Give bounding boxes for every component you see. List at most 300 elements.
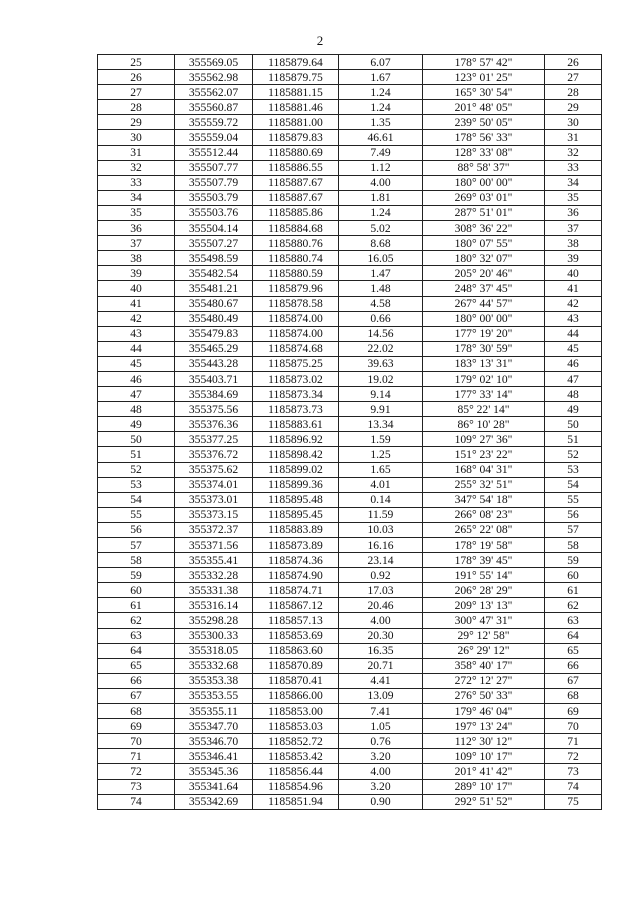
x-coordinate-cell: 355374.01 (175, 477, 253, 492)
direction-angle-cell: 26° 29' 12" (423, 643, 545, 658)
point-number-cell: 72 (98, 764, 175, 779)
point-number-cell: 39 (98, 266, 175, 281)
next-point-number-cell: 73 (545, 764, 602, 779)
table-row (98, 296, 602, 311)
point-number-cell: 58 (98, 553, 175, 568)
direction-angle-cell: 191° 55' 14" (423, 568, 545, 583)
y-coordinate-cell: 1185863.60 (253, 643, 339, 658)
distance-cell: 20.71 (339, 658, 423, 673)
x-coordinate-cell: 355298.28 (175, 613, 253, 628)
y-coordinate-cell: 1185884.68 (253, 221, 339, 236)
distance-cell: 1.81 (339, 190, 423, 205)
distance-cell: 4.41 (339, 673, 423, 688)
y-coordinate-cell: 1185883.89 (253, 522, 339, 537)
point-number-cell: 45 (98, 356, 175, 371)
distance-cell: 1.24 (339, 205, 423, 220)
point-number-cell: 71 (98, 749, 175, 764)
point-number-cell: 44 (98, 341, 175, 356)
y-coordinate-cell: 1185852.72 (253, 734, 339, 749)
x-coordinate-cell: 355559.04 (175, 130, 253, 145)
next-point-number-cell: 30 (545, 115, 602, 130)
table-row (98, 190, 602, 205)
distance-cell: 13.09 (339, 688, 423, 703)
next-point-number-cell: 45 (545, 341, 602, 356)
distance-cell: 1.35 (339, 115, 423, 130)
next-point-number-cell: 59 (545, 553, 602, 568)
x-coordinate-cell: 355403.71 (175, 371, 253, 386)
distance-cell: 11.59 (339, 507, 423, 522)
next-point-number-cell: 72 (545, 749, 602, 764)
y-coordinate-cell: 1185878.58 (253, 296, 339, 311)
distance-cell: 8.68 (339, 236, 423, 251)
x-coordinate-cell: 355384.69 (175, 387, 253, 402)
point-number-cell: 33 (98, 175, 175, 190)
x-coordinate-cell: 355346.70 (175, 734, 253, 749)
y-coordinate-cell: 1185895.45 (253, 507, 339, 522)
table-row (98, 764, 602, 779)
table-row (98, 356, 602, 371)
next-point-number-cell: 69 (545, 704, 602, 719)
distance-cell: 9.91 (339, 402, 423, 417)
distance-cell: 16.35 (339, 643, 423, 658)
table-row (98, 462, 602, 477)
direction-angle-cell: 205° 20' 46" (423, 266, 545, 281)
x-coordinate-cell: 355504.14 (175, 221, 253, 236)
distance-cell: 1.47 (339, 266, 423, 281)
x-coordinate-cell: 355507.77 (175, 160, 253, 175)
distance-cell: 3.20 (339, 779, 423, 794)
distance-cell: 4.01 (339, 477, 423, 492)
table-row (98, 266, 602, 281)
x-coordinate-cell: 355316.14 (175, 598, 253, 613)
x-coordinate-cell: 355481.21 (175, 281, 253, 296)
direction-angle-cell: 180° 07' 55" (423, 236, 545, 251)
direction-angle-cell: 29° 12' 58" (423, 628, 545, 643)
point-number-cell: 60 (98, 583, 175, 598)
direction-angle-cell: 180° 00' 00" (423, 175, 545, 190)
point-number-cell: 69 (98, 719, 175, 734)
next-point-number-cell: 36 (545, 205, 602, 220)
table-row (98, 175, 602, 190)
y-coordinate-cell: 1185881.15 (253, 85, 339, 100)
direction-angle-cell: 265° 22' 08" (423, 522, 545, 537)
point-number-cell: 68 (98, 704, 175, 719)
y-coordinate-cell: 1185879.83 (253, 130, 339, 145)
table-row (98, 115, 602, 130)
distance-cell: 4.00 (339, 175, 423, 190)
table-row (98, 673, 602, 688)
point-number-cell: 29 (98, 115, 175, 130)
table-row (98, 779, 602, 794)
direction-angle-cell: 128° 33' 08" (423, 145, 545, 160)
direction-angle-cell: 112° 30' 12" (423, 734, 545, 749)
x-coordinate-cell: 355300.33 (175, 628, 253, 643)
point-number-cell: 55 (98, 507, 175, 522)
point-number-cell: 74 (98, 794, 175, 809)
x-coordinate-cell: 355372.37 (175, 522, 253, 537)
next-point-number-cell: 33 (545, 160, 602, 175)
point-number-cell: 30 (98, 130, 175, 145)
point-number-cell: 31 (98, 145, 175, 160)
direction-angle-cell: 85° 22' 14" (423, 402, 545, 417)
x-coordinate-cell: 355332.68 (175, 658, 253, 673)
next-point-number-cell: 31 (545, 130, 602, 145)
next-point-number-cell: 55 (545, 492, 602, 507)
table-row (98, 371, 602, 386)
distance-cell: 0.66 (339, 311, 423, 326)
next-point-number-cell: 49 (545, 402, 602, 417)
next-point-number-cell: 34 (545, 175, 602, 190)
x-coordinate-cell: 355377.25 (175, 432, 253, 447)
point-number-cell: 54 (98, 492, 175, 507)
y-coordinate-cell: 1185885.86 (253, 205, 339, 220)
x-coordinate-cell: 355559.72 (175, 115, 253, 130)
point-number-cell: 70 (98, 734, 175, 749)
y-coordinate-cell: 1185874.71 (253, 583, 339, 598)
y-coordinate-cell: 1185870.89 (253, 658, 339, 673)
direction-angle-cell: 178° 19' 58" (423, 538, 545, 553)
distance-cell: 7.49 (339, 145, 423, 160)
table-row (98, 221, 602, 236)
x-coordinate-cell: 355443.28 (175, 356, 253, 371)
y-coordinate-cell: 1185887.67 (253, 190, 339, 205)
distance-cell: 16.16 (339, 538, 423, 553)
x-coordinate-cell: 355345.36 (175, 764, 253, 779)
table-row (98, 598, 602, 613)
distance-cell: 19.02 (339, 371, 423, 386)
point-number-cell: 41 (98, 296, 175, 311)
y-coordinate-cell: 1185873.02 (253, 371, 339, 386)
point-number-cell: 36 (98, 221, 175, 236)
next-point-number-cell: 74 (545, 779, 602, 794)
table-row (98, 341, 602, 356)
table-row (98, 251, 602, 266)
next-point-number-cell: 71 (545, 734, 602, 749)
x-coordinate-cell: 355569.05 (175, 55, 253, 70)
direction-angle-cell: 179° 46' 04" (423, 704, 545, 719)
y-coordinate-cell: 1185881.00 (253, 115, 339, 130)
coordinates-table-body (98, 55, 602, 810)
x-coordinate-cell: 355560.87 (175, 100, 253, 115)
y-coordinate-cell: 1185854.96 (253, 779, 339, 794)
table-row (98, 628, 602, 643)
direction-angle-cell: 178° 39' 45" (423, 553, 545, 568)
next-point-number-cell: 51 (545, 432, 602, 447)
table-row (98, 719, 602, 734)
y-coordinate-cell: 1185857.13 (253, 613, 339, 628)
direction-angle-cell: 151° 23' 22" (423, 447, 545, 462)
x-coordinate-cell: 355331.38 (175, 583, 253, 598)
distance-cell: 1.24 (339, 85, 423, 100)
table-row (98, 704, 602, 719)
distance-cell: 23.14 (339, 553, 423, 568)
table-row (98, 402, 602, 417)
y-coordinate-cell: 1185874.68 (253, 341, 339, 356)
distance-cell: 1.05 (339, 719, 423, 734)
direction-angle-cell: 267° 44' 57" (423, 296, 545, 311)
x-coordinate-cell: 355498.59 (175, 251, 253, 266)
y-coordinate-cell: 1185867.12 (253, 598, 339, 613)
direction-angle-cell: 255° 32' 51" (423, 477, 545, 492)
y-coordinate-cell: 1185873.89 (253, 538, 339, 553)
table-row (98, 70, 602, 85)
next-point-number-cell: 64 (545, 628, 602, 643)
table-row (98, 205, 602, 220)
distance-cell: 1.48 (339, 281, 423, 296)
x-coordinate-cell: 355562.07 (175, 85, 253, 100)
y-coordinate-cell: 1185880.74 (253, 251, 339, 266)
point-number-cell: 42 (98, 311, 175, 326)
x-coordinate-cell: 355373.01 (175, 492, 253, 507)
x-coordinate-cell: 355341.64 (175, 779, 253, 794)
x-coordinate-cell: 355482.54 (175, 266, 253, 281)
next-point-number-cell: 67 (545, 673, 602, 688)
next-point-number-cell: 46 (545, 356, 602, 371)
table-row (98, 236, 602, 251)
point-number-cell: 52 (98, 462, 175, 477)
distance-cell: 16.05 (339, 251, 423, 266)
next-point-number-cell: 27 (545, 70, 602, 85)
direction-angle-cell: 201° 48' 05" (423, 100, 545, 115)
distance-cell: 39.63 (339, 356, 423, 371)
point-number-cell: 73 (98, 779, 175, 794)
direction-angle-cell: 206° 28' 29" (423, 583, 545, 598)
next-point-number-cell: 62 (545, 598, 602, 613)
table-row (98, 477, 602, 492)
next-point-number-cell: 60 (545, 568, 602, 583)
distance-cell: 4.00 (339, 613, 423, 628)
distance-cell: 0.90 (339, 794, 423, 809)
distance-cell: 0.14 (339, 492, 423, 507)
direction-angle-cell: 178° 57' 42" (423, 55, 545, 70)
table-row (98, 387, 602, 402)
y-coordinate-cell: 1185853.03 (253, 719, 339, 734)
table-row (98, 417, 602, 432)
table-row (98, 160, 602, 175)
table-row (98, 734, 602, 749)
y-coordinate-cell: 1185879.96 (253, 281, 339, 296)
x-coordinate-cell: 355353.38 (175, 673, 253, 688)
table-row (98, 130, 602, 145)
x-coordinate-cell: 355465.29 (175, 341, 253, 356)
point-number-cell: 51 (98, 447, 175, 462)
table-row (98, 522, 602, 537)
next-point-number-cell: 32 (545, 145, 602, 160)
y-coordinate-cell: 1185886.55 (253, 160, 339, 175)
point-number-cell: 62 (98, 613, 175, 628)
table-row (98, 326, 602, 341)
y-coordinate-cell: 1185899.36 (253, 477, 339, 492)
point-number-cell: 57 (98, 538, 175, 553)
x-coordinate-cell: 355355.11 (175, 704, 253, 719)
direction-angle-cell: 180° 32' 07" (423, 251, 545, 266)
page-number: 2 (316, 33, 324, 48)
distance-cell: 0.92 (339, 568, 423, 583)
distance-cell: 3.20 (339, 749, 423, 764)
distance-cell: 5.02 (339, 221, 423, 236)
point-number-cell: 67 (98, 688, 175, 703)
next-point-number-cell: 58 (545, 538, 602, 553)
table-row (98, 100, 602, 115)
y-coordinate-cell: 1185879.64 (253, 55, 339, 70)
next-point-number-cell: 56 (545, 507, 602, 522)
next-point-number-cell: 52 (545, 447, 602, 462)
distance-cell: 4.58 (339, 296, 423, 311)
x-coordinate-cell: 355376.36 (175, 417, 253, 432)
next-point-number-cell: 43 (545, 311, 602, 326)
x-coordinate-cell: 355376.72 (175, 447, 253, 462)
next-point-number-cell: 26 (545, 55, 602, 70)
direction-angle-cell: 109° 10' 17" (423, 749, 545, 764)
x-coordinate-cell: 355512.44 (175, 145, 253, 160)
y-coordinate-cell: 1185870.41 (253, 673, 339, 688)
direction-angle-cell: 272° 12' 27" (423, 673, 545, 688)
table-row (98, 447, 602, 462)
point-number-cell: 25 (98, 55, 175, 70)
point-number-cell: 53 (98, 477, 175, 492)
y-coordinate-cell: 1185896.92 (253, 432, 339, 447)
distance-cell: 22.02 (339, 341, 423, 356)
next-point-number-cell: 47 (545, 371, 602, 386)
x-coordinate-cell: 355480.49 (175, 311, 253, 326)
next-point-number-cell: 70 (545, 719, 602, 734)
direction-angle-cell: 88° 58' 37" (423, 160, 545, 175)
x-coordinate-cell: 355373.15 (175, 507, 253, 522)
direction-angle-cell: 197° 13' 24" (423, 719, 545, 734)
distance-cell: 20.30 (339, 628, 423, 643)
y-coordinate-cell: 1185898.42 (253, 447, 339, 462)
y-coordinate-cell: 1185880.76 (253, 236, 339, 251)
y-coordinate-cell: 1185853.42 (253, 749, 339, 764)
distance-cell: 20.46 (339, 598, 423, 613)
point-number-cell: 26 (98, 70, 175, 85)
y-coordinate-cell: 1185880.69 (253, 145, 339, 160)
point-number-cell: 48 (98, 402, 175, 417)
x-coordinate-cell: 355371.56 (175, 538, 253, 553)
next-point-number-cell: 42 (545, 296, 602, 311)
next-point-number-cell: 65 (545, 643, 602, 658)
distance-cell: 17.03 (339, 583, 423, 598)
next-point-number-cell: 35 (545, 190, 602, 205)
next-point-number-cell: 53 (545, 462, 602, 477)
next-point-number-cell: 39 (545, 251, 602, 266)
x-coordinate-cell: 355503.79 (175, 190, 253, 205)
x-coordinate-cell: 355562.98 (175, 70, 253, 85)
next-point-number-cell: 44 (545, 326, 602, 341)
point-number-cell: 49 (98, 417, 175, 432)
next-point-number-cell: 38 (545, 236, 602, 251)
x-coordinate-cell: 355375.62 (175, 462, 253, 477)
direction-angle-cell: 165° 30' 54" (423, 85, 545, 100)
direction-angle-cell: 292° 51' 52" (423, 794, 545, 809)
point-number-cell: 37 (98, 236, 175, 251)
next-point-number-cell: 28 (545, 85, 602, 100)
table-row (98, 145, 602, 160)
next-point-number-cell: 68 (545, 688, 602, 703)
table-row (98, 643, 602, 658)
table-row (98, 749, 602, 764)
next-point-number-cell: 61 (545, 583, 602, 598)
next-point-number-cell: 41 (545, 281, 602, 296)
y-coordinate-cell: 1185856.44 (253, 764, 339, 779)
direction-angle-cell: 180° 00' 00" (423, 311, 545, 326)
distance-cell: 1.65 (339, 462, 423, 477)
y-coordinate-cell: 1185879.75 (253, 70, 339, 85)
x-coordinate-cell: 355507.27 (175, 236, 253, 251)
point-number-cell: 63 (98, 628, 175, 643)
y-coordinate-cell: 1185881.46 (253, 100, 339, 115)
distance-cell: 14.56 (339, 326, 423, 341)
next-point-number-cell: 75 (545, 794, 602, 809)
point-number-cell: 65 (98, 658, 175, 673)
distance-cell: 13.34 (339, 417, 423, 432)
x-coordinate-cell: 355347.70 (175, 719, 253, 734)
table-row (98, 85, 602, 100)
next-point-number-cell: 57 (545, 522, 602, 537)
x-coordinate-cell: 355503.76 (175, 205, 253, 220)
next-point-number-cell: 66 (545, 658, 602, 673)
direction-angle-cell: 287° 51' 01" (423, 205, 545, 220)
direction-angle-cell: 86° 10' 28" (423, 417, 545, 432)
point-number-cell: 56 (98, 522, 175, 537)
direction-angle-cell: 178° 30' 59" (423, 341, 545, 356)
direction-angle-cell: 266° 08' 23" (423, 507, 545, 522)
table-row (98, 568, 602, 583)
y-coordinate-cell: 1185880.59 (253, 266, 339, 281)
x-coordinate-cell: 355355.41 (175, 553, 253, 568)
y-coordinate-cell: 1185887.67 (253, 175, 339, 190)
y-coordinate-cell: 1185853.69 (253, 628, 339, 643)
direction-angle-cell: 177° 33' 14" (423, 387, 545, 402)
direction-angle-cell: 109° 27' 36" (423, 432, 545, 447)
distance-cell: 1.59 (339, 432, 423, 447)
y-coordinate-cell: 1185851.94 (253, 794, 339, 809)
table-row (98, 688, 602, 703)
table-row (98, 281, 602, 296)
table-row (98, 553, 602, 568)
x-coordinate-cell: 355507.79 (175, 175, 253, 190)
next-point-number-cell: 63 (545, 613, 602, 628)
x-coordinate-cell: 355353.55 (175, 688, 253, 703)
x-coordinate-cell: 355375.56 (175, 402, 253, 417)
direction-angle-cell: 300° 47' 31" (423, 613, 545, 628)
direction-angle-cell: 276° 50' 33" (423, 688, 545, 703)
table-row (98, 55, 602, 70)
table-row (98, 794, 602, 809)
y-coordinate-cell: 1185883.61 (253, 417, 339, 432)
next-point-number-cell: 40 (545, 266, 602, 281)
point-number-cell: 46 (98, 371, 175, 386)
x-coordinate-cell: 355332.28 (175, 568, 253, 583)
direction-angle-cell: 347° 54' 18" (423, 492, 545, 507)
direction-angle-cell: 168° 04' 31" (423, 462, 545, 477)
y-coordinate-cell: 1185875.25 (253, 356, 339, 371)
table-row (98, 432, 602, 447)
point-number-cell: 40 (98, 281, 175, 296)
table-row (98, 613, 602, 628)
distance-cell: 10.03 (339, 522, 423, 537)
next-point-number-cell: 50 (545, 417, 602, 432)
distance-cell: 9.14 (339, 387, 423, 402)
direction-angle-cell: 201° 41' 42" (423, 764, 545, 779)
direction-angle-cell: 239° 50' 05" (423, 115, 545, 130)
y-coordinate-cell: 1185874.90 (253, 568, 339, 583)
x-coordinate-cell: 355346.41 (175, 749, 253, 764)
point-number-cell: 43 (98, 326, 175, 341)
distance-cell: 46.61 (339, 130, 423, 145)
distance-cell: 1.25 (339, 447, 423, 462)
y-coordinate-cell: 1185873.73 (253, 402, 339, 417)
